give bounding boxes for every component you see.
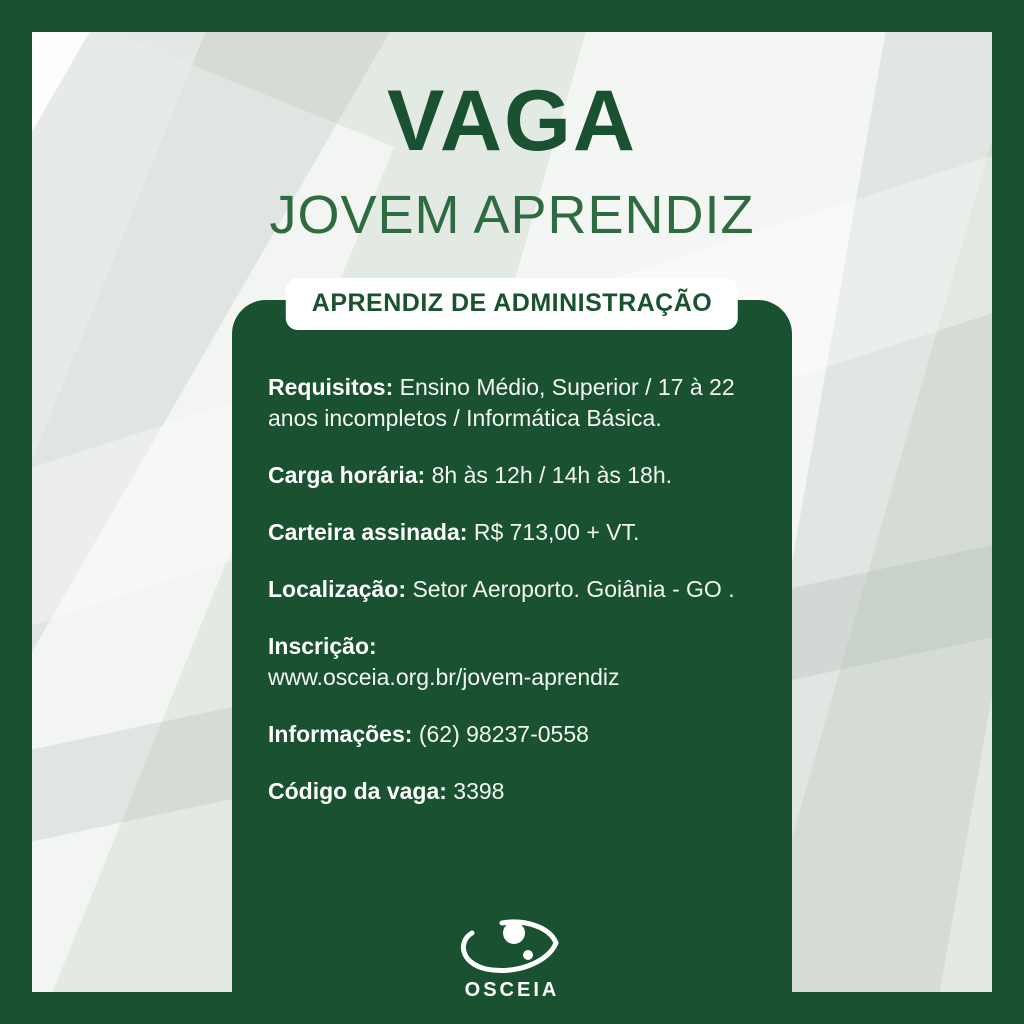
field-informacoes xyxy=(268,719,768,750)
field-value: Ensino Médio, Superior / 17 à 22 anos incompletos / Informática Básica. xyxy=(268,374,735,432)
field-codigo-da-vaga xyxy=(268,776,768,807)
frame-edge-top xyxy=(0,0,1024,32)
field-label: Informações: xyxy=(268,721,413,748)
field-value: R$ 713,00 + VT. xyxy=(473,519,640,546)
osceia-logo-icon xyxy=(0,911,1024,977)
field-label: Inscrição: xyxy=(268,633,377,660)
field-value: 8h às 12h / 14h às 18h. xyxy=(431,462,673,489)
details-list xyxy=(268,372,768,833)
field-label: Localização: xyxy=(268,576,407,603)
field-label: Código da vaga: xyxy=(268,778,447,805)
field-value[interactable]: (62) 98237-0558 xyxy=(418,721,589,748)
page-subtitle: JOVEM APRENDIZ xyxy=(269,185,755,245)
field-value-link[interactable]: www.osceia.org.br/jovem-aprendiz xyxy=(268,664,620,691)
field-label: Carga horária: xyxy=(268,462,426,489)
field-label: Carteira assinada: xyxy=(268,519,468,546)
field-value: 3398 xyxy=(453,778,505,805)
field-carteira-assinada xyxy=(268,517,768,548)
page-title: VAGA xyxy=(386,73,638,169)
role-badge: APRENDIZ DE ADMINISTRAÇÃO xyxy=(286,278,738,330)
field-requisitos xyxy=(268,372,768,434)
logo-text: OSCEIA xyxy=(464,979,560,1001)
field-inscricao xyxy=(268,631,768,693)
field-localizacao xyxy=(268,574,768,605)
logo-block xyxy=(0,911,1024,1002)
field-carga-horaria xyxy=(268,460,768,491)
field-value: Setor Aeroporto. Goiânia - GO . xyxy=(412,576,735,603)
field-label: Requisitos: xyxy=(268,374,394,400)
